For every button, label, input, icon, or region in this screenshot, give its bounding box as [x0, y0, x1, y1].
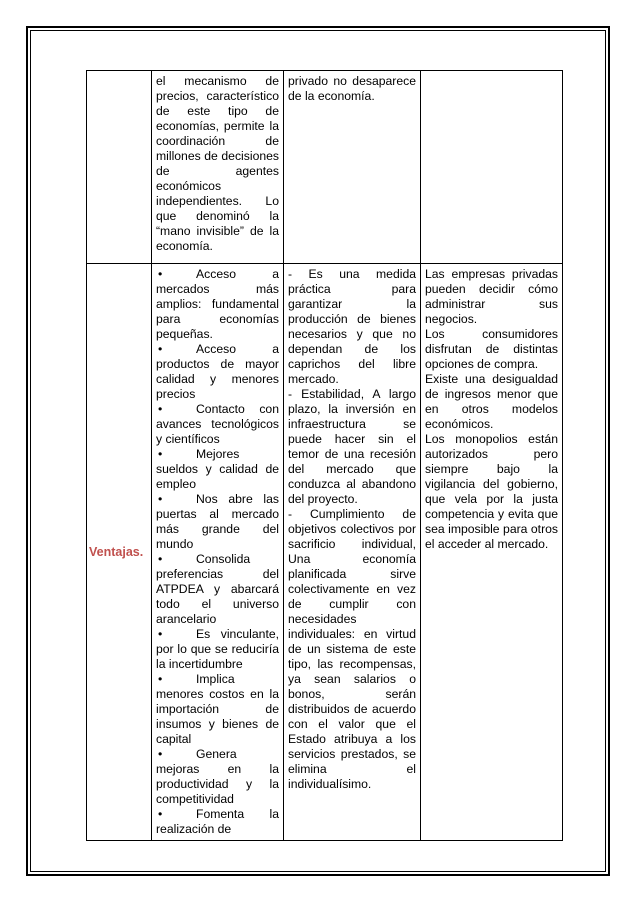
- paragraph: Los consumidores disfrutan de distintas opciones de compra.: [425, 327, 558, 371]
- bullet-icon: •: [158, 747, 163, 761]
- bullet-icon: •: [158, 267, 163, 281]
- bullet-icon: •: [158, 402, 163, 416]
- cell-ventajas-col3: [284, 264, 421, 841]
- bullet-icon: •: [158, 447, 163, 461]
- cell-continuation-col2: [152, 71, 284, 264]
- cell-empty-label: [87, 71, 152, 264]
- paragraph-list: [425, 267, 558, 552]
- paragraph: Existe una desigualdad de ingresos menor que en otros modelos económicos.: [425, 372, 558, 431]
- bullet-text: Nos abre las puertas al mercado más grande del mundo: [156, 492, 279, 551]
- bullet-item: [156, 807, 279, 837]
- bullet-text: Fomenta la realización de: [156, 807, 279, 836]
- bullet-item: [156, 492, 279, 552]
- paragraph: Los monopolios están autorizados pero siempre bajo la vigilancia del gobierno, que vela por la justa competencia y evita que sea imposible para otros el acceder al mercado.: [425, 432, 558, 551]
- bullet-text: Consolida preferencias del ATPDEA y abarcará todo el universo arancelario: [156, 552, 279, 626]
- table-row-ventajas: [87, 264, 563, 841]
- bullet-text: Acceso a mercados más amplios: fundamental para economías pequeñas.: [156, 267, 279, 341]
- bullet-text: Acceso a productos de mayor calidad y menores precios: [156, 342, 279, 401]
- bullet-icon: •: [158, 807, 163, 821]
- bullet-icon: •: [158, 342, 163, 356]
- bullet-text: Genera mejoras en la productividad y la competitividad: [156, 747, 279, 806]
- bullet-item: [156, 447, 279, 492]
- bullet-item: [156, 747, 279, 807]
- cell-continuation-col4: [421, 71, 563, 264]
- bullet-icon: •: [158, 492, 163, 506]
- cell-row-label: [87, 264, 152, 841]
- bullet-icon: •: [158, 672, 163, 686]
- row-label-ventajas: Ventajas.: [89, 544, 144, 559]
- paragraph: privado no desaparece de la economía.: [288, 74, 416, 103]
- paragraph: el mecanismo de precios, característico de este tipo de economías, permite la coordinación de millones de decisiones de agentes económicos independientes. Lo que denominó la “mano invisible” de la economía.: [156, 74, 279, 253]
- bullet-icon: •: [158, 552, 163, 566]
- bullet-text: Implica menores costos en la importación de insumos y bienes de capital: [156, 672, 279, 746]
- bullet-item: [156, 627, 279, 672]
- bullet-item: [156, 267, 279, 342]
- bullet-icon: •: [158, 627, 163, 641]
- bullet-text: Contacto con avances tecnológicos y científicos: [156, 402, 279, 446]
- paragraph-list: [288, 267, 416, 792]
- cell-ventajas-col4: [421, 264, 563, 841]
- bullet-list: [156, 267, 279, 837]
- cell-ventajas-col2: [152, 264, 284, 841]
- bullet-item: [156, 342, 279, 402]
- table-row-continuation: [87, 71, 563, 264]
- paragraph: - Cumplimiento de objetivos colectivos por sacrificio individual, Una economía planificada sirve colectivamente en vez de cumplir con necesidades individuales: en virtud de un sistema de este tipo, las recompensas, ya sean salarios o bonos, serán distribuidos de acuerdo con el valor que el Estado atribuya a los servicios prestados, se elimina el individualísimo.: [288, 507, 416, 791]
- bullet-item: [156, 672, 279, 747]
- bullet-item: [156, 552, 279, 627]
- paragraph: Las empresas privadas pueden decidir cómo administrar sus negocios.: [425, 267, 558, 326]
- bullet-text: Es vinculante, por lo que se reduciría la incertidumbre: [156, 627, 279, 671]
- paragraph: - Estabilidad, A largo plazo, la inversión en infraestructura se puede hacer sin el temor de una recesión del mercado que conduzca al abandono del proyecto.: [288, 387, 416, 506]
- cell-continuation-col3: [284, 71, 421, 264]
- paragraph: - Es una medida práctica para garantizar la producción de bienes necesarios y que no dependan de los caprichos del libre mercado.: [288, 267, 416, 386]
- bullet-text: Mejores sueldos y calidad de empleo: [156, 447, 279, 491]
- comparison-table: [86, 70, 563, 841]
- bullet-item: [156, 402, 279, 447]
